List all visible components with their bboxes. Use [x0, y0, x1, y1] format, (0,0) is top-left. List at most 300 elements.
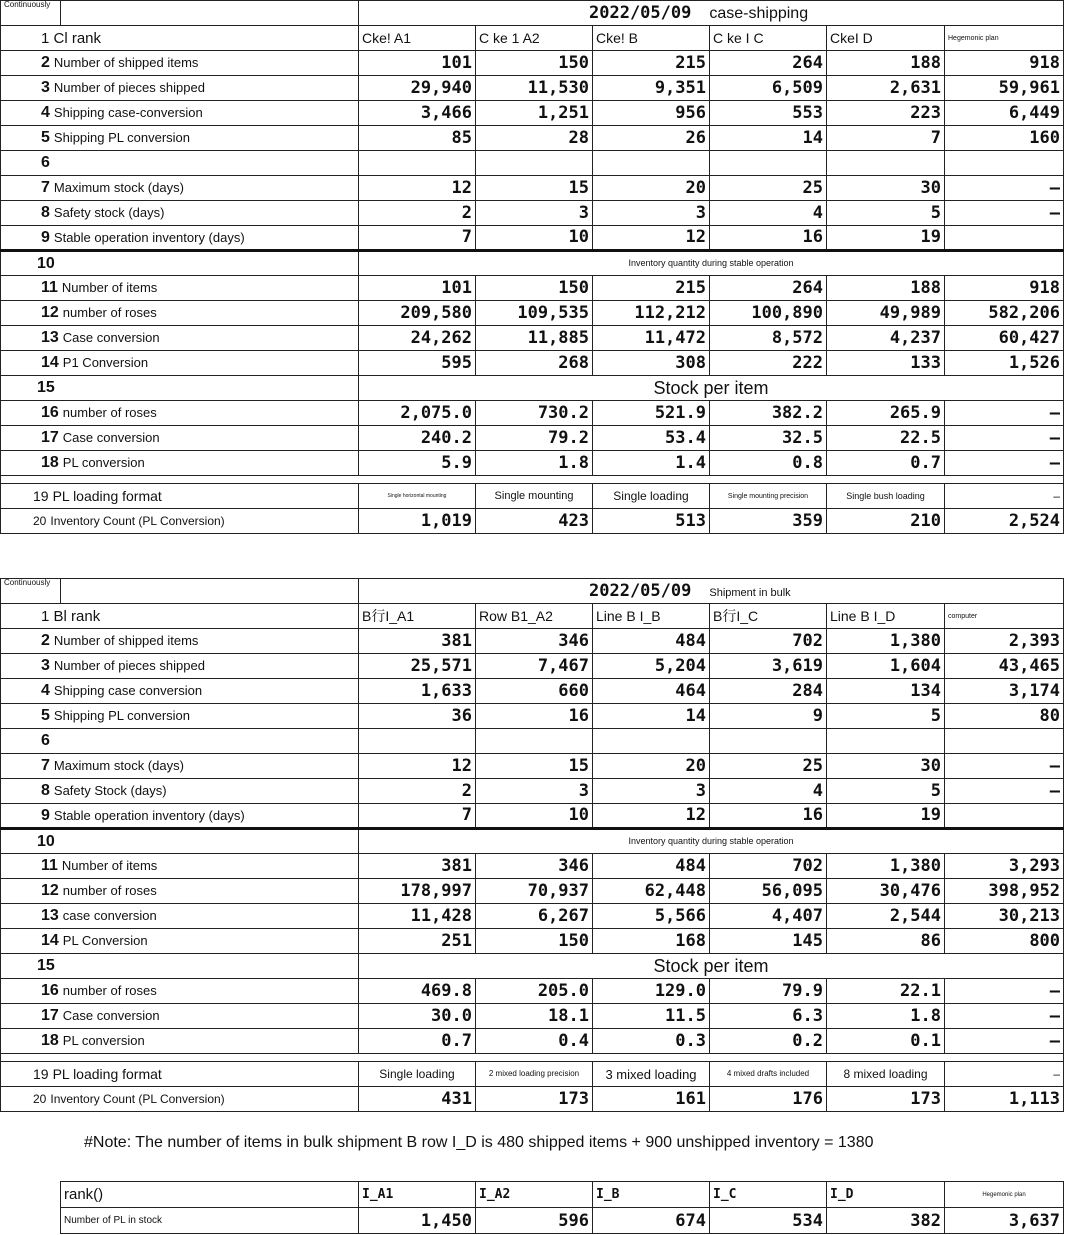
summary-value: 674 [593, 1208, 710, 1234]
row-label-text: Case conversion [62, 330, 160, 345]
row-label [1, 1062, 359, 1087]
row-label-text: Shipping PL conversion [53, 130, 191, 145]
value-cell: 6,449 [945, 101, 1064, 126]
value-cell: 16 [710, 226, 827, 251]
value-cell: 30,476 [827, 879, 945, 904]
value-cell: 1,604 [827, 654, 945, 679]
row-number: 7 [41, 179, 50, 196]
value-cell: 1,633 [359, 679, 476, 704]
case-shipping-table [0, 0, 1064, 534]
value-cell: 6,509 [710, 76, 827, 101]
value-cell: 223 [827, 101, 945, 126]
value-cell: 0.8 [710, 451, 827, 476]
column-header: B行I_A1 [359, 604, 476, 629]
row-label-text: Case conversion [62, 1008, 160, 1023]
row-label [1, 854, 359, 879]
value-cell: 11,472 [593, 326, 710, 351]
loading-format-cell: Single mounting precision [710, 484, 827, 509]
value-cell [359, 729, 476, 754]
value-cell: 5,566 [593, 904, 710, 929]
section-subtitle: Inventory quantity during stable operation [359, 251, 1064, 276]
value-cell: – [945, 979, 1064, 1004]
value-cell: 521.9 [593, 401, 710, 426]
sheet-title-text: Shipment in bulk [709, 586, 791, 599]
row-number: 7 [41, 757, 50, 774]
value-cell [945, 729, 1064, 754]
value-cell: 7 [359, 804, 476, 829]
loading-format-cell: 4 mixed drafts included [710, 1062, 827, 1087]
loading-format-cell: Single loading [359, 1062, 476, 1087]
corner-label: Continuously [1, 1, 61, 26]
row-number: 5 [41, 707, 50, 724]
summary-value: 382 [827, 1208, 945, 1234]
row-label [1, 804, 359, 829]
summary-value: 3,637 [945, 1208, 1064, 1234]
row-label-text: Number of shipped items [53, 633, 199, 648]
row-label-text: Maximum stock (days) [53, 758, 184, 773]
value-cell: 2,544 [827, 904, 945, 929]
value-cell: 15 [476, 176, 593, 201]
section-subtitle: Inventory quantity during stable operation [359, 829, 1064, 854]
loading-format-cell: – [945, 1062, 1064, 1087]
column-header: C ke I C [710, 26, 827, 51]
row-label-text: PL Conversion [62, 933, 148, 948]
value-cell: 178,997 [359, 879, 476, 904]
value-cell: 59,961 [945, 76, 1064, 101]
column-header: Cke! B [593, 26, 710, 51]
value-cell: 22.1 [827, 979, 945, 1004]
value-cell: 80 [945, 704, 1064, 729]
bulk-shipment-note: #Note: The number of items in bulk shipment B row I_D is 480 shipped items + 900 unshipped inventory = 1380 [84, 1134, 874, 1151]
row-label [1, 51, 359, 76]
value-cell: 5 [827, 779, 945, 804]
row-label-text: Number of pieces shipped [53, 80, 205, 95]
blank-cell [61, 579, 359, 604]
value-cell: 398,952 [945, 879, 1064, 904]
value-cell: 2,524 [945, 509, 1064, 534]
row-label-text: number of roses [62, 405, 157, 420]
value-cell: 11.5 [593, 1004, 710, 1029]
loading-format-cell: 2 mixed loading precision [476, 1062, 593, 1087]
value-cell: 308 [593, 351, 710, 376]
value-cell: 53.4 [593, 426, 710, 451]
row-label-text: number of roses [62, 983, 157, 998]
loading-format-cell: 8 mixed loading [827, 1062, 945, 1087]
value-cell: 210 [827, 509, 945, 534]
column-header: C ke 1 A2 [476, 26, 593, 51]
row-number: 12 [41, 304, 59, 321]
row-label-text: Stable operation inventory (days) [53, 229, 245, 245]
row-label-text: PL loading format [52, 488, 162, 504]
value-cell: 49,989 [827, 301, 945, 326]
value-cell: 5 [827, 201, 945, 226]
row-label [1, 301, 359, 326]
value-cell: 464 [593, 679, 710, 704]
value-cell: 222 [710, 351, 827, 376]
value-cell: 12 [359, 176, 476, 201]
value-cell: 1.8 [827, 1004, 945, 1029]
row-label-text: Number of pieces shipped [53, 658, 205, 673]
value-cell: – [945, 426, 1064, 451]
row-label [1, 1004, 359, 1029]
value-cell: 553 [710, 101, 827, 126]
value-cell: 513 [593, 509, 710, 534]
row-number: 20 [33, 1092, 47, 1106]
value-cell: 6,267 [476, 904, 593, 929]
bulk-shipment-table [0, 578, 1064, 1112]
value-cell: 22.5 [827, 426, 945, 451]
value-cell: 2 [359, 779, 476, 804]
loading-format-cell: Single loading [593, 484, 710, 509]
sheet-date: 2022/05/09 [589, 2, 692, 23]
summary-col-header: I_A1 [359, 1182, 476, 1208]
column-header: Cke! A1 [359, 26, 476, 51]
row-label-text: PL loading format [52, 1066, 162, 1082]
value-cell: 800 [945, 929, 1064, 954]
value-cell: 10 [476, 804, 593, 829]
value-cell: 3,174 [945, 679, 1064, 704]
value-cell: 60,427 [945, 326, 1064, 351]
row-number: 20 [33, 514, 47, 528]
value-cell: 20 [593, 176, 710, 201]
row-label [1, 251, 359, 276]
value-cell: 14 [710, 126, 827, 151]
value-cell: 24,262 [359, 326, 476, 351]
value-cell: 173 [476, 1087, 593, 1112]
value-cell [476, 729, 593, 754]
row-label [1, 326, 359, 351]
value-cell: 240.2 [359, 426, 476, 451]
row-label [1, 654, 359, 679]
row-label-text: number of roses [62, 305, 157, 320]
row-number: 17 [41, 1007, 59, 1024]
value-cell [593, 729, 710, 754]
value-cell: 268 [476, 351, 593, 376]
value-cell: 145 [710, 929, 827, 954]
column-header: B行I_C [710, 604, 827, 629]
row-label [1, 126, 359, 151]
pl-stock-summary-table [60, 1181, 1064, 1234]
value-cell: 101 [359, 51, 476, 76]
value-cell: 19 [827, 226, 945, 251]
value-cell: 10 [476, 226, 593, 251]
value-cell: 85 [359, 126, 476, 151]
row-label-text: Safety stock (days) [53, 205, 165, 220]
value-cell: 79.2 [476, 426, 593, 451]
value-cell: 4 [710, 201, 827, 226]
value-cell: 582,206 [945, 301, 1064, 326]
row-label-text: PL conversion [62, 455, 145, 470]
value-cell [945, 226, 1064, 251]
row-label-text: PL conversion [62, 1033, 145, 1048]
row-label [1, 704, 359, 729]
value-cell: 15 [476, 754, 593, 779]
row-number: 15 [37, 379, 55, 396]
value-cell: 7 [359, 226, 476, 251]
row-number: 2 [41, 54, 50, 71]
loading-format-cell: Single bush loading [827, 484, 945, 509]
row-number: 16 [41, 404, 59, 421]
row-label [1, 201, 359, 226]
value-cell: 5 [827, 704, 945, 729]
row-label [1, 509, 359, 534]
row-label [1, 929, 359, 954]
row-number: 6 [41, 732, 50, 749]
row-label [1, 979, 359, 1004]
row-number: 19 [33, 1066, 49, 1082]
value-cell: 7 [827, 126, 945, 151]
value-cell: 359 [710, 509, 827, 534]
column-header: Hegemonic plan [945, 26, 1064, 51]
value-cell [945, 804, 1064, 829]
value-cell: 264 [710, 51, 827, 76]
value-cell: 284 [710, 679, 827, 704]
value-cell [945, 151, 1064, 176]
row-number: 10 [37, 254, 55, 272]
value-cell: 251 [359, 929, 476, 954]
row-number: 4 [41, 682, 50, 699]
value-cell: 173 [827, 1087, 945, 1112]
value-cell: 4 [710, 779, 827, 804]
stock-per-item-header: Stock per item [359, 954, 1064, 979]
loading-format-cell: 3 mixed loading [593, 1062, 710, 1087]
value-cell: 1.4 [593, 451, 710, 476]
column-header: Row B1_A2 [476, 604, 593, 629]
value-cell: 1.8 [476, 451, 593, 476]
value-cell: 382.2 [710, 401, 827, 426]
value-cell [710, 151, 827, 176]
row-label-text: Stable operation inventory (days) [53, 807, 245, 823]
row-number: 16 [41, 982, 59, 999]
row-label [1, 679, 359, 704]
row-label-text: Shipping case conversion [53, 683, 203, 698]
row-number: 3 [41, 79, 50, 96]
value-cell: 431 [359, 1087, 476, 1112]
rank-label: 1 Bl rank [1, 604, 359, 629]
column-header: CkeI D [827, 26, 945, 51]
summary-col-header: Hegemonic plan [945, 1182, 1064, 1208]
row-number: 9 [41, 806, 50, 824]
row-label [1, 779, 359, 804]
row-number: 13 [41, 329, 59, 346]
value-cell: 150 [476, 276, 593, 301]
value-cell: 30 [827, 754, 945, 779]
row-number: 12 [41, 882, 59, 899]
value-cell: 1,251 [476, 101, 593, 126]
row-number: 11 [41, 857, 58, 874]
row-label [1, 1087, 359, 1112]
row-label [1, 276, 359, 301]
row-number: 15 [37, 957, 55, 974]
row-label [1, 484, 359, 509]
value-cell [827, 729, 945, 754]
value-cell: 2,393 [945, 629, 1064, 654]
value-cell: 3,293 [945, 854, 1064, 879]
value-cell: 12 [593, 226, 710, 251]
value-cell: 3,619 [710, 654, 827, 679]
row-label-text: Inventory Count (PL Conversion) [50, 514, 225, 528]
row-number: 18 [41, 1032, 59, 1049]
value-cell: – [945, 779, 1064, 804]
value-cell: 0.1 [827, 1029, 945, 1054]
sheet-date: 2022/05/09 [589, 580, 692, 601]
value-cell: 79.9 [710, 979, 827, 1004]
row-number: 14 [41, 354, 59, 371]
row-number: 11 [41, 279, 58, 296]
value-cell [476, 151, 593, 176]
value-cell: 30.0 [359, 1004, 476, 1029]
row-label-text: case conversion [62, 908, 157, 923]
value-cell [359, 151, 476, 176]
value-cell: 484 [593, 629, 710, 654]
value-cell: 918 [945, 51, 1064, 76]
value-cell: – [945, 401, 1064, 426]
value-cell: 469.8 [359, 979, 476, 1004]
row-label-text: Number of items [61, 280, 158, 295]
value-cell: 8,572 [710, 326, 827, 351]
value-cell: 188 [827, 276, 945, 301]
value-cell: 484 [593, 854, 710, 879]
summary-pl-label: Number of PL in stock [61, 1208, 359, 1234]
row-label-text: Inventory Count (PL Conversion) [50, 1092, 225, 1106]
row-label-text: Maximum stock (days) [53, 180, 184, 195]
row-label-text: Case conversion [62, 430, 160, 445]
value-cell: 25 [710, 176, 827, 201]
value-cell: 3 [476, 201, 593, 226]
summary-col-header: I_B [593, 1182, 710, 1208]
rank-label: 1 Cl rank [1, 26, 359, 51]
value-cell: 346 [476, 854, 593, 879]
row-number: 10 [37, 832, 55, 850]
value-cell: 129.0 [593, 979, 710, 1004]
value-cell: 100,890 [710, 301, 827, 326]
row-number: 6 [41, 154, 50, 171]
value-cell: 25 [710, 754, 827, 779]
value-cell: 1,113 [945, 1087, 1064, 1112]
value-cell: 0.3 [593, 1029, 710, 1054]
row-number: 8 [41, 204, 50, 221]
row-label [1, 426, 359, 451]
row-label-text: Shipping case-conversion [53, 105, 203, 120]
row-number: 4 [41, 104, 50, 121]
value-cell: 32.5 [710, 426, 827, 451]
value-cell: 109,535 [476, 301, 593, 326]
row-label-text: Number of items [61, 858, 158, 873]
value-cell [827, 151, 945, 176]
value-cell: 112,212 [593, 301, 710, 326]
value-cell: 215 [593, 276, 710, 301]
value-cell: 1,380 [827, 629, 945, 654]
row-label [1, 376, 359, 401]
summary-col-header: I_A2 [476, 1182, 593, 1208]
value-cell: 188 [827, 51, 945, 76]
loading-format-cell: Single mounting [476, 484, 593, 509]
value-cell: 381 [359, 854, 476, 879]
loading-format-cell: Single horizontal mounting [359, 484, 476, 509]
row-label [1, 729, 359, 754]
value-cell: 205.0 [476, 979, 593, 1004]
value-cell: 56,095 [710, 879, 827, 904]
value-cell: 16 [710, 804, 827, 829]
value-cell: 660 [476, 679, 593, 704]
column-header: computer [945, 604, 1064, 629]
value-cell: – [945, 201, 1064, 226]
row-label-text: Number of shipped items [53, 55, 199, 70]
sheet-title [359, 1, 1064, 26]
row-label-text: P1 Conversion [62, 355, 149, 370]
summary-col-header: I_C [710, 1182, 827, 1208]
value-cell: – [945, 1004, 1064, 1029]
value-cell: 150 [476, 51, 593, 76]
value-cell: 3,466 [359, 101, 476, 126]
loading-format-cell: – [945, 484, 1064, 509]
value-cell: 11,885 [476, 326, 593, 351]
value-cell: 101 [359, 276, 476, 301]
blank-cell [61, 1, 359, 26]
value-cell: 176 [710, 1087, 827, 1112]
row-label-text: Shipping PL conversion [53, 708, 191, 723]
row-label [1, 76, 359, 101]
summary-col-header: I_D [827, 1182, 945, 1208]
value-cell: 161 [593, 1087, 710, 1112]
row-label [1, 451, 359, 476]
value-cell: 70,937 [476, 879, 593, 904]
stock-per-item-header: Stock per item [359, 376, 1064, 401]
column-header: Line B I_D [827, 604, 945, 629]
row-label [1, 629, 359, 654]
value-cell: 0.7 [359, 1029, 476, 1054]
value-cell: 29,940 [359, 76, 476, 101]
row-number: 18 [41, 454, 59, 471]
value-cell: 2 [359, 201, 476, 226]
value-cell: 381 [359, 629, 476, 654]
summary-value: 534 [710, 1208, 827, 1234]
value-cell: 5.9 [359, 451, 476, 476]
row-label [1, 754, 359, 779]
row-label [1, 176, 359, 201]
value-cell: 209,580 [359, 301, 476, 326]
row-label [1, 151, 359, 176]
spacer-row [1, 1054, 1064, 1062]
value-cell: 3 [476, 779, 593, 804]
row-number: 8 [41, 782, 50, 799]
sheet-title-text: case-shipping [709, 4, 809, 22]
value-cell: 160 [945, 126, 1064, 151]
value-cell: 918 [945, 276, 1064, 301]
value-cell: 1,019 [359, 509, 476, 534]
value-cell: 134 [827, 679, 945, 704]
row-number: 9 [41, 228, 50, 246]
summary-value: 1,450 [359, 1208, 476, 1234]
value-cell: 11,428 [359, 904, 476, 929]
value-cell: 43,465 [945, 654, 1064, 679]
value-cell: 595 [359, 351, 476, 376]
row-label [1, 101, 359, 126]
value-cell: 1,526 [945, 351, 1064, 376]
value-cell [710, 729, 827, 754]
value-cell: – [945, 176, 1064, 201]
row-label [1, 879, 359, 904]
row-label-text: Safety Stock (days) [53, 783, 167, 798]
value-cell: 4,407 [710, 904, 827, 929]
value-cell: 30,213 [945, 904, 1064, 929]
value-cell: 264 [710, 276, 827, 301]
value-cell: 423 [476, 509, 593, 534]
value-cell: 168 [593, 929, 710, 954]
row-label [1, 401, 359, 426]
row-label-text: number of roses [62, 883, 157, 898]
value-cell: 19 [827, 804, 945, 829]
